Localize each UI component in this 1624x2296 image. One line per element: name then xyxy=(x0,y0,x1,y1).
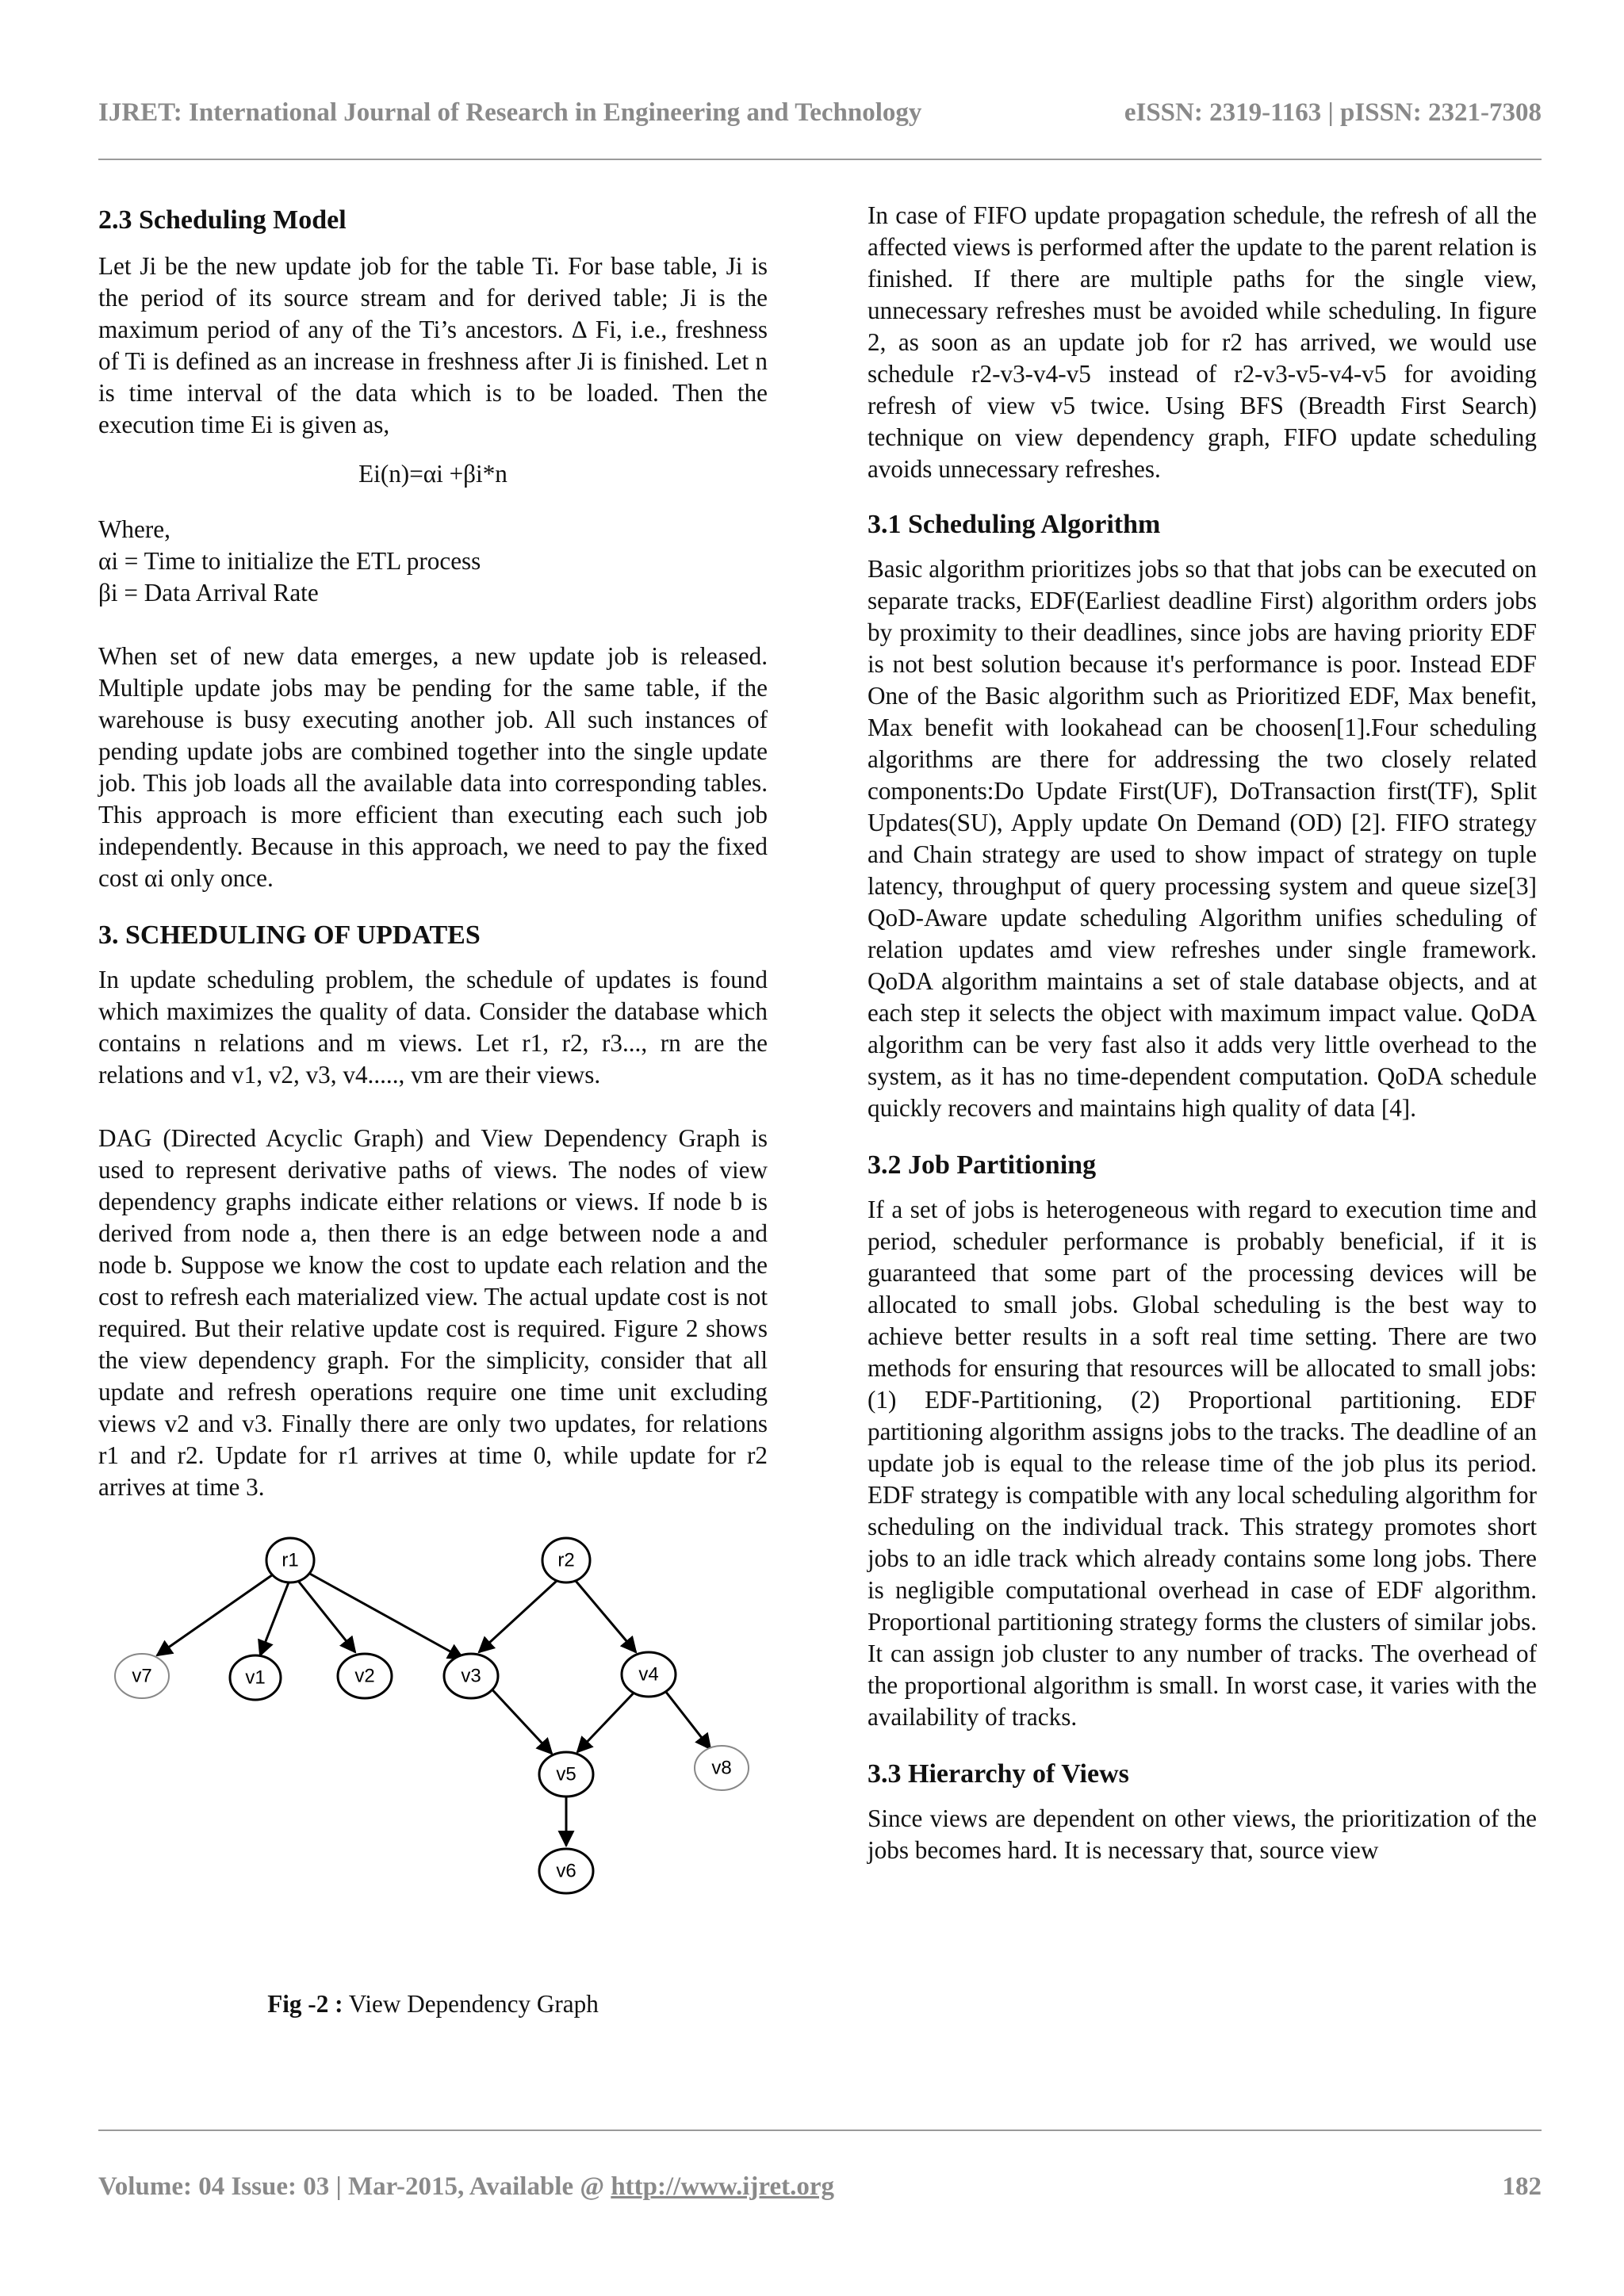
journal-name: IJRET: International Journal of Research in Engineering and Technology xyxy=(98,98,922,127)
journal-url-link[interactable]: http://www.ijret.org xyxy=(611,2172,834,2201)
section-3-2-title: 3.2 Job Partitioning xyxy=(868,1150,1097,1180)
page-number: 182 xyxy=(1502,2172,1542,2201)
page-header xyxy=(98,98,1542,133)
execution-time-equation: Ei(n)=αi +βi*n xyxy=(358,460,508,488)
figure-caption-label: Fig -2 : xyxy=(267,1990,343,2018)
section-3-1-paragraph: Basic algorithm prioritizes jobs so that that jobs can be executed on separate tracks, EDF(Earliest deadline First) algorithm orders jobs by proximity to their deadlines, since jobs are having priority EDF is not best solution because it's performance is poor. Instead EDF One of the Basic algorithm such as Prioritized EDF, Max benefit, Max benefit with lookahead can be choosen[1].Four scheduling algorithms are there for addressing the two closely related components:Do Update First(UF), DoTransaction first(TF), Split Updates(SU), Apply update On Demand (OD) [2]. FIFO strategy and Chain strategy are used to show impact of strategy on tuple latency, throughput of query processing system and queue size[3] QoD-Aware update scheduling Algorithm unifies scheduling of relation updates amd view refreshes under single framework. QoDA algorithm maintains a set of stale database objects, and at each step it selects the object with maximum impact value. QoDA algorithm can be very fast also it adds very little overhead to the system, as it has no time-dependent computation. QoDA schedule quickly recovers and maintains high quality of data [4]. xyxy=(868,555,1537,1122)
definition-alpha: αi = Time to initialize the ETL process xyxy=(98,547,481,575)
node-v6-label: v6 xyxy=(556,1860,576,1882)
section-3-paragraph-2: DAG (Directed Acyclic Graph) and View Dependency Graph is used to represent derivative paths of views. The nodes of view dependency graphs indicate either relations or views. If node b is derived from node a, then there is an edge between node a and node b. Suppose we know the cost to update each relation and the cost to refresh each materialized view. The actual update cost is not required. But their relative update cost is required. Figure 2 shows the view dependency graph. For the simplicity, consider that all update and refresh operations require one time unit excluding views v2 and v3. Finally there are only two updates, for relations r1 and r2. Update for r1 arrives at time 0, while update for r2 arrives at time 3. xyxy=(98,1124,768,1501)
edge-r2-v4 xyxy=(576,1581,636,1652)
edge-r2-v3 xyxy=(479,1581,557,1652)
section-3-title: 3. SCHEDULING OF UPDATES xyxy=(98,920,481,950)
page-footer xyxy=(98,2172,1542,2207)
edge-r1-v7 xyxy=(157,1573,275,1655)
view-dependency-graph xyxy=(98,1525,768,2001)
footer-divider xyxy=(98,2130,1542,2131)
volume-info xyxy=(98,2172,834,2202)
node-r1-label: r1 xyxy=(282,1549,299,1571)
definition-beta: βi = Data Arrival Rate xyxy=(98,579,319,607)
node-v8-label: v8 xyxy=(711,1757,732,1779)
volume-text: Volume: 04 Issue: 03 | Mar-2015, Available @ xyxy=(98,2172,605,2201)
node-r2-label: r2 xyxy=(557,1549,575,1571)
node-v2-label: v2 xyxy=(354,1665,375,1687)
section-3-3-paragraph: Since views are dependent on other views, the prioritization of the jobs becomes hard. It is necessary that, source view xyxy=(868,1804,1537,1864)
section-2-3-paragraph-1: Let Ji be the new update job for the table Ti. For base table, Ji is the period of its source stream and for derived table; Ji is the maximum period of any of the Ti’s ancestors. ∆ Fi, i.e., freshness of Ti is defined as an increase in freshness after Ji is finished. Let n is time interval of the data which is to be loaded. Then the execution time Ei is given as, xyxy=(98,252,768,438)
node-v5-label: v5 xyxy=(556,1763,576,1785)
section-2-3-title: 2.3 Scheduling Model xyxy=(98,205,347,235)
issn-info: eISSN: 2319-1163 | pISSN: 2321-7308 xyxy=(1124,98,1542,127)
section-3-1-title: 3.1 Scheduling Algorithm xyxy=(868,510,1161,539)
node-v3-label: v3 xyxy=(461,1665,481,1687)
node-v1-label: v1 xyxy=(245,1667,266,1689)
edge-r1-v1 xyxy=(260,1582,289,1655)
view-dependency-figure xyxy=(98,1525,768,2025)
fifo-paragraph: In case of FIFO update propagation schedule, the refresh of all the affected views is performed after the update to the parent relation is finished. If there are multiple paths for the single view, unnecessary refreshes must be avoided while scheduling. In figure 2, as soon as an update job for r2 has arrived, we would use schedule r2-v3-v4-v5 instead of r2-v3-v5-v4-v5 for avoiding refresh of view v5 twice. Using BFS (Breadth First Search) technique on view dependency graph, FIFO update scheduling avoids unnecessary refreshes. xyxy=(868,201,1537,483)
edge-v4-v5 xyxy=(577,1686,641,1752)
figure-caption xyxy=(98,1988,768,2020)
node-v7-label: v7 xyxy=(132,1665,152,1687)
edge-v3-v5 xyxy=(487,1684,552,1754)
edge-r1-v3 xyxy=(308,1573,463,1659)
section-3-paragraph-1: In update scheduling problem, the schedule of updates is found which maximizes the quality of data. Consider the database which contains n relations and m views. Let r1, r2, r3..., rn are the relations and v1, v2, v3, v4....., vm are their views. xyxy=(98,966,768,1089)
header-divider xyxy=(98,159,1542,160)
right-column xyxy=(868,200,1537,1866)
edge-r1-v2 xyxy=(298,1581,355,1652)
section-3-2-paragraph: If a set of jobs is heterogeneous with regard to execution time and period, scheduler performance is probably beneficial, if it is guaranteed that some part of the processing devices will be allocated to small jobs. Global scheduling is the best way to achieve better results in a soft real time setting. There are two methods for ensuring that resources will be allocated to small jobs: (1) EDF-Partitioning, (2) Proportional partitioning. EDF partitioning algorithm assigns jobs to the tracks. The deadline of an update job is equal to the release time of the job plus its period. EDF strategy is compatible with any local scheduling algorithm for scheduling on the individual track. This strategy promotes short jobs to an idle track which already contains some long jobs. There is negligible computational overhead in case of EDF algorithm. Proportional partitioning strategy forms the clusters of similar jobs. It can assign job cluster to any number of tracks. The overhead of the proportional algorithm is small. In worst case, it varies with the availability of tracks. xyxy=(868,1196,1537,1731)
where-label: Where, xyxy=(98,515,170,543)
node-v4-label: v4 xyxy=(638,1663,659,1686)
figure-caption-text: View Dependency Graph xyxy=(348,1990,599,2018)
section-3-3-title: 3.3 Hierarchy of Views xyxy=(868,1759,1129,1789)
edge-v4-v8 xyxy=(660,1684,710,1749)
section-2-3-paragraph-2: When set of new data emerges, a new update job is released. Multiple update jobs may be pending for the same table, if the warehouse is busy executing another job. All such instances of pending update jobs are combined together into the single update job. This job loads all the available data into corresponding tables. This approach is more efficient than executing each such job independently. Because in this approach, we need to pay the fixed cost αi only once. xyxy=(98,642,768,892)
left-column xyxy=(98,198,768,2025)
